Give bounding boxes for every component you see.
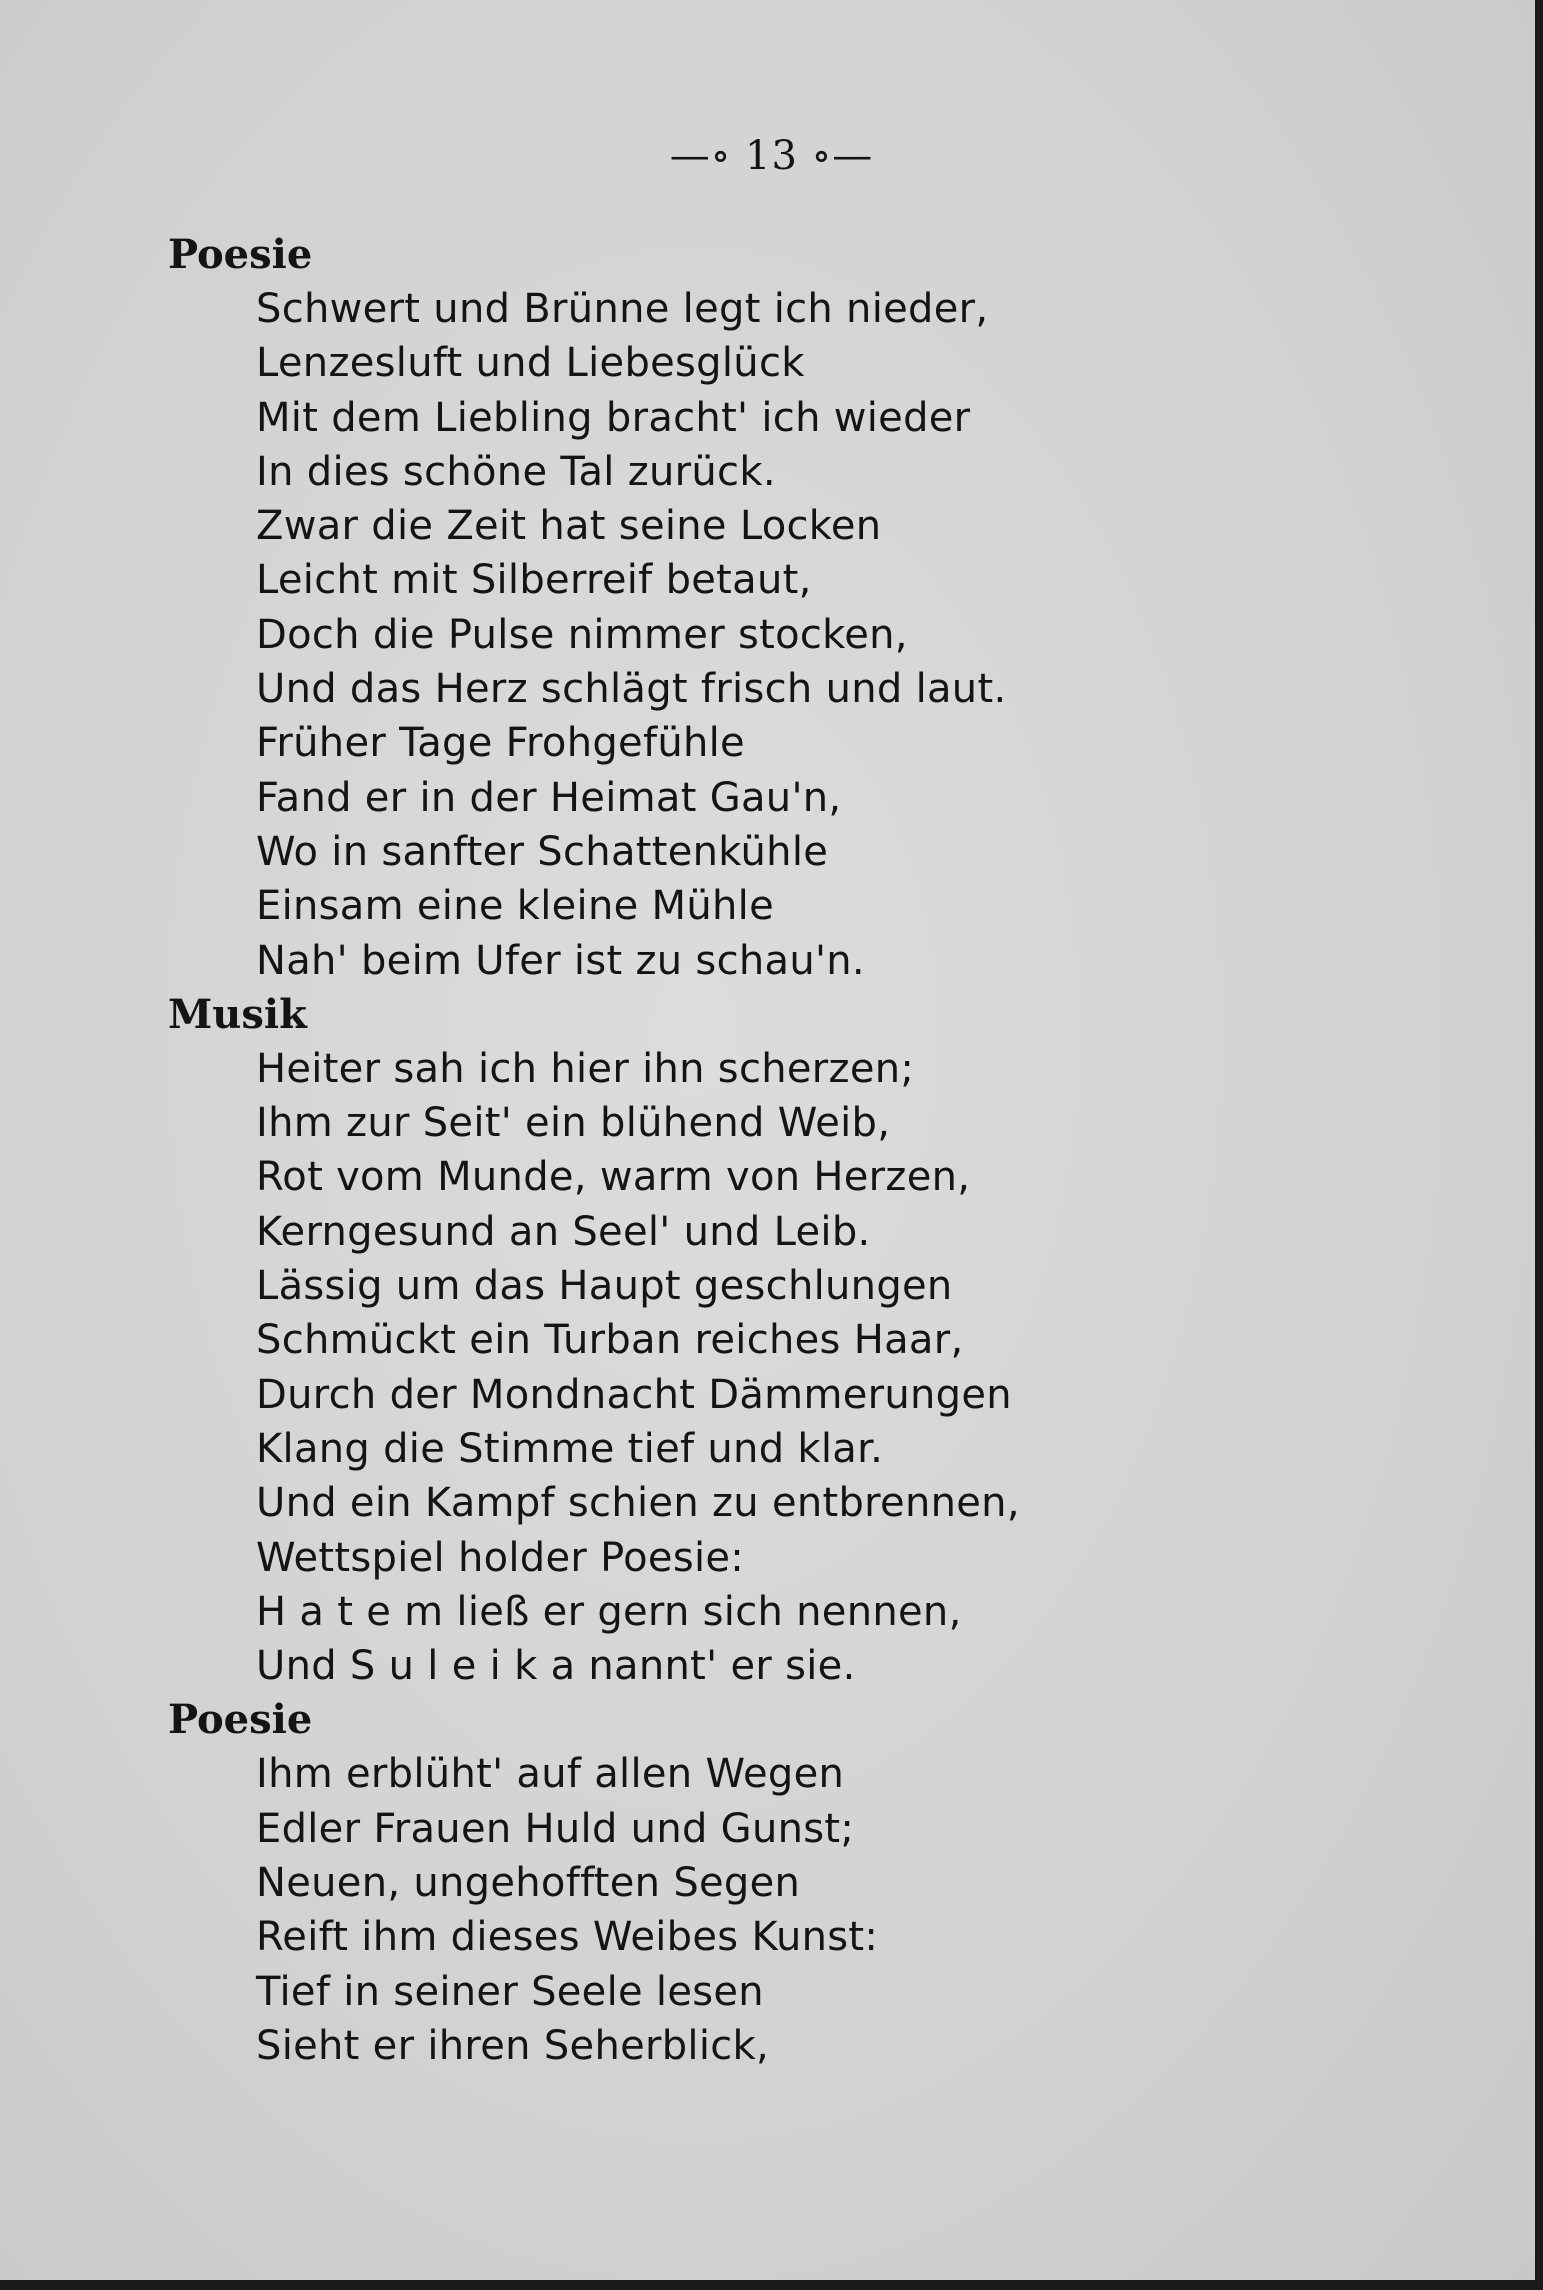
scan-edge-bottom <box>0 2280 1543 2290</box>
verse-block <box>158 282 1408 988</box>
verse-line: Mit dem Liebling bracht' ich wieder <box>256 394 971 441</box>
verse-line: Lässig um das Haupt geschlungen <box>256 1263 953 1310</box>
section-musik <box>158 988 1408 1694</box>
verse-line: Klang die Stimme tief und klar. <box>256 1425 884 1472</box>
speaker-heading: Musik <box>168 990 307 1038</box>
verse-line: Reift ihm dieses Weibes Kunst: <box>256 1914 879 1961</box>
poem-body <box>158 228 1408 2073</box>
speaker-heading: Poesie <box>168 231 313 278</box>
verse-line: Durch der Mondnacht Dämmerungen <box>256 1371 1012 1418</box>
verse-block <box>158 1747 1408 2073</box>
verse-line: Ihm erblüht' auf allen Wegen <box>256 1751 845 1798</box>
verse-line: Kerngesund an Seel' und Leib. <box>256 1208 871 1255</box>
verse-line: Neuen, ungehofften Segen <box>256 1860 801 1907</box>
section-poesie-2 <box>158 1693 1408 2073</box>
verse-line: Und ein Kampf schien zu entbrennen, <box>256 1480 1020 1527</box>
verse-line: Zwar die Zeit hat seine Locken <box>256 503 882 550</box>
verse-line: Edler Frauen Huld und Gunst; <box>256 1805 855 1852</box>
verse-line: Nah' beim Ufer ist zu schau'n. <box>256 937 865 984</box>
page-number: —∘ 13 ∘— <box>669 133 874 179</box>
verse-line: In dies schöne Tal zurück. <box>256 448 776 495</box>
verse-line: H a t e m ließ er gern sich nennen, <box>256 1588 962 1635</box>
verse-line: Doch die Pulse nimmer stocken, <box>256 611 908 658</box>
verse-line: Rot vom Munde, warm von Herzen, <box>256 1154 971 1201</box>
verse-line: Tief in seiner Seele lesen <box>256 1968 764 2015</box>
verse-line: Und S u l e i k a nannt' er sie. <box>256 1643 856 1690</box>
scan-edge-right <box>1535 0 1543 2290</box>
verse-line: Früher Tage Frohgefühle <box>256 720 745 767</box>
verse-line: Fand er in der Heimat Gau'n, <box>256 774 842 821</box>
verse-line: Heiter sah ich hier ihn scherzen; <box>256 1045 915 1092</box>
verse-line: Einsam eine kleine Mühle <box>256 883 774 930</box>
speaker-heading: Poesie <box>168 1696 313 1744</box>
verse-line: Wo in sanfter Schattenkühle <box>256 828 829 875</box>
verse-line: Wettspiel holder Poesie: <box>256 1534 745 1581</box>
verse-line: Sieht er ihren Seherblick, <box>256 2022 770 2069</box>
verse-block <box>158 1042 1408 1694</box>
verse-line: Schwert und Brünne legt ich nieder, <box>256 286 989 332</box>
verse-line: Leicht mit Silberreif betaut, <box>256 557 812 604</box>
verse-line: Ihm zur Seit' ein blühend Weib, <box>256 1100 891 1147</box>
verse-line: Und das Herz schlägt frisch und laut. <box>256 666 1007 713</box>
section-poesie-1 <box>158 228 1408 988</box>
verse-line: Schmückt ein Turban reiches Haar, <box>256 1317 964 1364</box>
verse-line: Lenzesluft und Liebesglück <box>256 340 805 387</box>
